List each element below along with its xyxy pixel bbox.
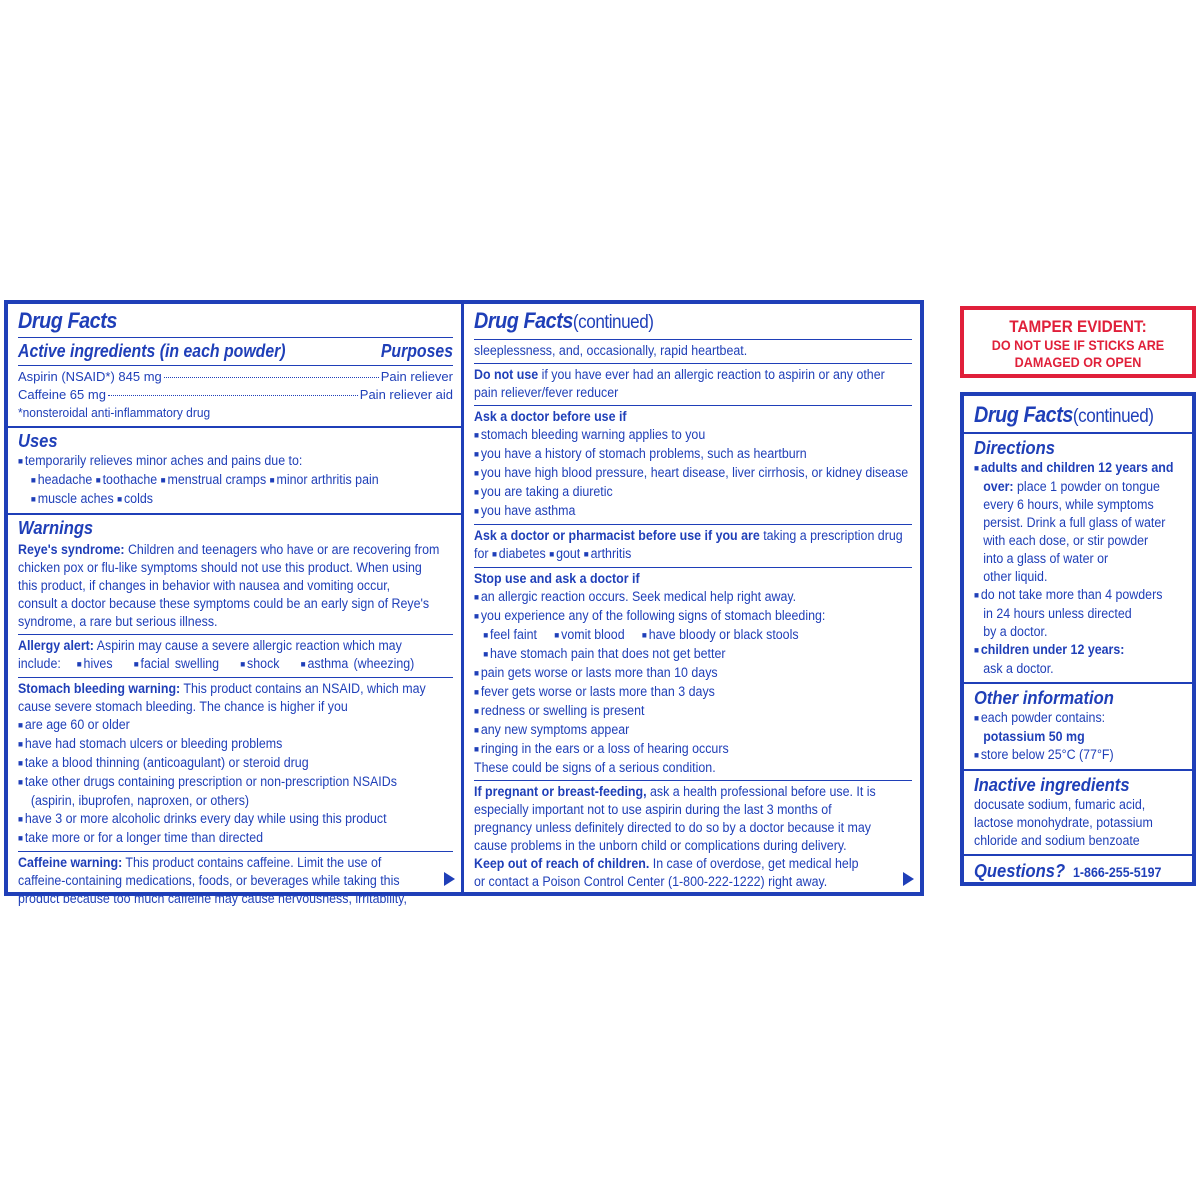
directions-label: children under 12 years: [980,642,1125,657]
text-line: pain reliever/fever reducer [474,385,619,400]
ingredient-footnote: *nonsteroidal anti-inflammatory drug [18,405,211,420]
questions-phone: 1-866-255-5197 [1073,865,1162,880]
text-line: syndrome, a rare but serious illness. [18,614,218,629]
questions-label: Questions? [974,861,1066,881]
uses-item: muscle aches [37,491,114,506]
text-line: Children and teenagers who have or are recovering from [124,542,440,557]
text-line: Aspirin may cause a severe allergic reaction which may [93,638,402,653]
pregnancy-label: If pregnant or breast-feeding, [474,784,647,799]
text-line: sleeplessness, and, occasionally, rapid heartbeat. [474,343,748,358]
warnings-section [8,515,461,915]
drug-facts-main-panel [4,300,924,906]
list-item: you have asthma [480,503,576,518]
inactive-ingredients-heading: Inactive ingredients [974,775,1130,795]
drug-facts-column-1 [8,304,464,906]
uses-items-row [18,471,418,490]
continued-section [464,304,920,898]
list-item: vomit blood [561,627,625,642]
continued-label: (continued) [1072,406,1154,427]
do-not-use-block [474,364,912,406]
list-item: stomach bleeding warning applies to you [480,427,706,442]
list-item: have stomach pain that does not get better [490,646,726,661]
active-ingredients-heading: Active ingredients (in each powder) [18,341,286,361]
stop-use-heading: Stop use and ask a doctor if [474,571,640,586]
active-ingredients-section [8,304,461,428]
ingredient-purpose: Pain reliever aid [359,387,453,402]
uses-item: colds [123,491,153,506]
list-item: take a blood thinning (anticoagulant) or steroid drug [24,755,309,770]
text-line: In case of overdose, get medical help [649,856,859,871]
text-line: every 6 hours, while symptoms [983,497,1154,512]
uses-item: headache [37,472,93,487]
text-line: by a doctor. [983,624,1048,639]
tamper-line: DO NOT USE IF STICKS ARE [991,337,1165,353]
bullet-icon [584,546,591,561]
text-line: especially important not to use aspirin during the last 3 months of [474,802,832,817]
text-line: cause severe stomach bleeding. The chance is higher if you [18,699,348,714]
reyes-block [18,539,453,635]
text-line: place 1 powder on tongue [1013,479,1160,494]
stomach-label: Stomach bleeding warning: [18,681,181,696]
list-item: take other drugs containing prescription or non-prescription NSAIDs [24,774,397,789]
list-item: you experience any of the following signs of stomach bleeding: [480,608,826,623]
bullet-icon [492,546,499,561]
bullet-icon [96,472,103,487]
text-line: This product contains caffeine. Limit the use of [122,855,382,870]
list-item: you have high blood pressure, heart disease, liver cirrhosis, or kidney disease [480,465,909,480]
text-line: caffeine-containing medications, foods, or beverages while taking this [18,873,400,888]
text-line: lactose monohydrate, potassium [974,815,1153,830]
text-line: chicken pox or flu-like symptoms should not use this product. When using [18,560,422,575]
text-line: do not take more than 4 powders [980,587,1163,602]
text-line: for [474,546,489,561]
allergy-block [18,635,453,678]
list-item: you are taking a diuretic [480,484,613,499]
stop-use-block [474,568,912,781]
uses-item: toothache [102,472,158,487]
text-line: docusate sodium, fumaric acid, [974,797,1146,812]
inactive-ingredients-section [964,771,1192,856]
bullet-icon [301,656,308,671]
ingredient-row [18,386,453,404]
text-line: ask a health professional before use. It is [646,784,876,799]
text-line: include: [18,656,61,671]
ask-doctor-heading: Ask a doctor before use if [474,409,627,424]
bullet-icon [240,656,247,671]
leader-dots [164,377,379,378]
text-line: persist. Drink a full glass of water [983,515,1166,530]
warnings-heading: Warnings [18,518,94,538]
uses-item: menstrual cramps [167,472,267,487]
bullet-icon [554,627,561,642]
drug-facts-continued-title [474,308,868,336]
list-item: pain gets worse or lasts more than 10 days [480,665,718,680]
text-line: ask a doctor. [983,661,1054,676]
list-item: redness or swelling is present [480,703,645,718]
directions-heading: Directions [974,438,1055,458]
allergy-label: Allergy alert: [18,638,94,653]
drug-facts-title: Drug Facts [474,308,573,333]
text-line: pregnancy unless definitely directed to do so by a doctor because it may [474,820,871,835]
drug-facts-column-2 [464,304,920,892]
reyes-label: Reye's syndrome: [18,542,125,557]
allergy-item: facial swelling [140,656,220,671]
drug-facts-title: Drug Facts [18,308,117,333]
leader-dots [108,395,358,396]
ask-pharmacist-label: Ask a doctor or pharmacist before use if you are [474,528,760,543]
text-line: chloride and sodium benzoate [974,833,1140,848]
list-item: gout [556,546,581,561]
continue-arrow-icon [903,872,914,886]
purposes-heading: Purposes [380,341,453,361]
continue-arrow-icon [444,872,455,886]
pregnancy-block [474,781,912,894]
uses-section [8,428,461,515]
list-item: have 3 or more alcoholic drinks every day while using this product [24,811,387,826]
list-item: have had stomach ulcers or bleeding problems [24,736,283,751]
ask-pharmacist-block [474,525,912,568]
drug-facts-right-panel [960,392,1196,886]
list-item: ringing in the ears or a loss of hearing occurs [480,741,729,756]
uses-item: minor arthritis pain [276,472,379,487]
uses-heading: Uses [18,431,58,451]
directions-section [964,434,1192,684]
potassium-amount: potassium 50 mg [983,729,1085,744]
list-item-continued: (aspirin, ibuprofen, naproxen, or others) [30,793,250,808]
list-item: diabetes [498,546,546,561]
text-line: with each dose, or stir powder [983,533,1149,548]
ingredient-purpose: Pain reliever [380,369,453,384]
bullet-icon [270,472,277,487]
text-line: in 24 hours unless directed [983,606,1132,621]
right-title-section [964,396,1192,434]
allergy-item: hives [83,656,113,671]
list-item: arthritis [590,546,632,561]
text-line: consult a doctor because these symptoms could be an early sign of Reye's [18,596,430,611]
list-item: take more or for a longer time than directed [24,830,264,845]
text-line: into a glass of water or [983,551,1109,566]
text-line: These could be signs of a serious condition. [474,760,716,775]
tamper-evident-panel [960,306,1196,378]
list-item: an allergic reaction occurs. Seek medical help right away. [480,589,797,604]
caffeine-warning-block [18,852,453,911]
text-line: This product contains an NSAID, which may [180,681,426,696]
allergy-item: shock [247,656,280,671]
other-information-heading: Other information [974,688,1114,708]
ingredient-name: Caffeine 65 mg [18,387,106,402]
text-line: this product, if changes in behavior with nausea and vomiting occur, [18,578,391,593]
directions-label: adults and children 12 years and [980,460,1174,475]
ask-doctor-block [474,406,912,525]
uses-items-row [18,490,418,509]
text-line: taking a prescription drug [759,528,903,543]
keep-out-label: Keep out of reach of children. [474,856,650,871]
tamper-line: DAMAGED OR OPEN [1014,354,1142,370]
text-line: other liquid. [983,569,1048,584]
list-item: you have a history of stomach problems, such as heartburn [480,446,807,461]
bullet-icon [642,627,649,642]
text-line: product because too much caffeine may cause nervousness, irritability, [18,891,407,906]
ingredient-row [18,368,453,386]
directions-label: over: [983,479,1014,494]
list-item: have bloody or black stools [648,627,799,642]
do-not-use-label: Do not use [474,367,539,382]
text-line: each powder contains: [980,710,1106,725]
list-item: feel faint [490,627,538,642]
continued-label: (continued) [572,312,654,333]
caffeine-label: Caffeine warning: [18,855,123,870]
list-item: fever gets worse or lasts more than 3 days [480,684,715,699]
stomach-bleeding-block [18,678,453,852]
text-line: or contact a Poison Control Center (1-800-222-1222) right away. [474,874,828,889]
text-line: if you have ever had an allergic reaction to aspirin or any other [538,367,885,382]
other-information-section [964,684,1192,771]
uses-line: temporarily relieves minor aches and pains due to: [24,453,303,468]
list-item: any new symptoms appear [480,722,630,737]
tamper-line: TAMPER EVIDENT: [1009,317,1147,336]
ingredient-name: Aspirin (NSAID*) 845 mg [18,369,162,384]
text-line: store below 25°C (77°F) [980,747,1114,762]
text-line: cause problems in the unborn child or complications during delivery. [474,838,847,853]
allergy-item: asthma (wheezing) [307,656,415,671]
drug-facts-title: Drug Facts [974,402,1073,427]
list-item: are age 60 or older [24,717,130,732]
questions-section [964,856,1192,886]
